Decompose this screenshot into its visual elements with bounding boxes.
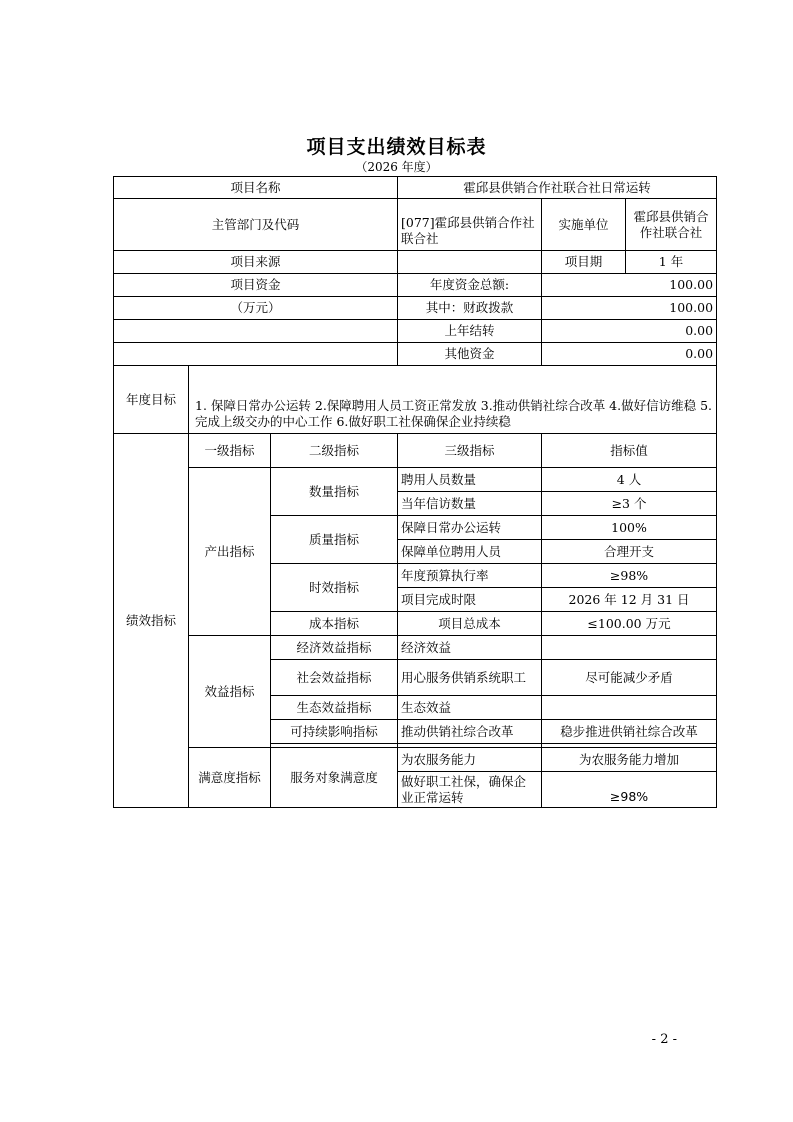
benefit-label: 效益指标 [189, 636, 271, 748]
row-funds-total [114, 274, 717, 297]
project-name-value: 霍邱县供销合作社联合社日常运转 [398, 177, 717, 199]
indicators-label: 绩效指标 [114, 434, 189, 808]
period-value: 1 年 [626, 251, 717, 274]
social-item: 用心服务供销系统职工 [398, 660, 542, 696]
satisfaction-value-2: ≥98% [542, 772, 717, 808]
ecological-value [542, 696, 717, 720]
quality-label: 质量指标 [271, 516, 398, 564]
funds-unit: （万元） [114, 297, 398, 320]
page-title: 项目支出绩效目标表 [306, 136, 487, 158]
header-value: 指标值 [542, 434, 717, 468]
page-number: - 2 - [651, 1032, 677, 1047]
timeliness-value-2: 2026 年 12 月 31 日 [542, 588, 717, 612]
sustainable-value: 稳步推进供销社综合改革 [542, 720, 717, 744]
dept-label: 主管部门及代码 [114, 199, 398, 251]
table-row [114, 468, 717, 492]
quality-item-1: 保障日常办公运转 [398, 516, 542, 540]
funds-fiscal-label: 其中：财政拨款 [398, 297, 542, 320]
impl-label: 实施单位 [542, 199, 626, 251]
social-label: 社会效益指标 [271, 660, 398, 696]
sustainable-label: 可持续影响指标 [271, 720, 398, 744]
impl-value: 霍邱县供销合作社联合社 [626, 199, 717, 251]
social-value: 尽可能减少矛盾 [542, 660, 717, 696]
satisfaction-value-1: 为农服务能力增加 [542, 748, 717, 772]
quantity-item-1: 聘用人员数量 [398, 468, 542, 492]
table-row [114, 636, 717, 660]
annual-goal-text: 1. 保障日常办公运转 2.保障聘用人员工资正常发放 3.推动供销社综合改革 4.做好信访维稳 5.完成上级交办的中心工作 6.做好职工社保确保企业持续稳 [189, 366, 717, 434]
funds-total-label: 年度资金总额: [398, 274, 542, 297]
timeliness-value-1: ≥98% [542, 564, 717, 588]
row-department [114, 199, 717, 251]
row-funds-other [114, 343, 717, 366]
timeliness-item-1: 年度预算执行率 [398, 564, 542, 588]
project-name-label: 项目名称 [114, 177, 398, 199]
satisfaction-item-2: 做好职工社保，确保企业正常运转 [398, 772, 542, 808]
sustainable-item: 推动供销社综合改革 [398, 720, 542, 744]
row-indicator-header [114, 434, 717, 468]
header-l2: 二级指标 [271, 434, 398, 468]
quality-value-1: 100% [542, 516, 717, 540]
ecological-item: 生态效益 [398, 696, 542, 720]
timeliness-item-2: 项目完成时限 [398, 588, 542, 612]
quantity-item-2: 当年信访数量 [398, 492, 542, 516]
satisfaction-item-1: 为农服务能力 [398, 748, 542, 772]
quantity-label: 数量指标 [271, 468, 398, 516]
row-project-name [114, 177, 717, 199]
annual-goal-label: 年度目标 [114, 366, 189, 434]
funds-label: 项目资金 [114, 274, 398, 297]
period-label: 项目期 [542, 251, 626, 274]
economic-item: 经济效益 [398, 636, 542, 660]
row-funds-fiscal [114, 297, 717, 320]
cost-item-1: 项目总成本 [398, 612, 542, 636]
cost-value-1: ≤100.00 万元 [542, 612, 717, 636]
economic-label: 经济效益指标 [271, 636, 398, 660]
funds-carry-value: 0.00 [542, 320, 717, 343]
funds-fiscal-value: 100.00 [542, 297, 717, 320]
output-label: 产出指标 [189, 468, 271, 636]
quantity-value-2: ≥3 个 [542, 492, 717, 516]
funds-other-value: 0.00 [542, 343, 717, 366]
source-label: 项目来源 [114, 251, 398, 274]
header-l1: 一级指标 [189, 434, 271, 468]
quantity-value-1: 4 人 [542, 468, 717, 492]
quality-item-2: 保障单位聘用人员 [398, 540, 542, 564]
row-annual-goal [114, 366, 717, 434]
source-value [398, 251, 542, 274]
timeliness-label: 时效指标 [271, 564, 398, 612]
dept-value: [077]霍邱县供销合作社联合社 [398, 199, 542, 251]
cost-label: 成本指标 [271, 612, 398, 636]
quality-value-2: 合理开支 [542, 540, 717, 564]
ecological-label: 生态效益指标 [271, 696, 398, 720]
table-row [114, 748, 717, 772]
economic-value [542, 636, 717, 660]
funds-other-label: 其他资金 [398, 343, 542, 366]
funds-carry-label: 上年结转 [398, 320, 542, 343]
satisfaction-label: 满意度指标 [189, 748, 271, 808]
header-l3: 三级指标 [398, 434, 542, 468]
row-funds-carry [114, 320, 717, 343]
satisfaction-sub-label: 服务对象满意度 [271, 748, 398, 808]
funds-total-value: 100.00 [542, 274, 717, 297]
performance-table [113, 176, 717, 808]
year-subtitle: （2026 年度） [355, 160, 438, 174]
row-source [114, 251, 717, 274]
